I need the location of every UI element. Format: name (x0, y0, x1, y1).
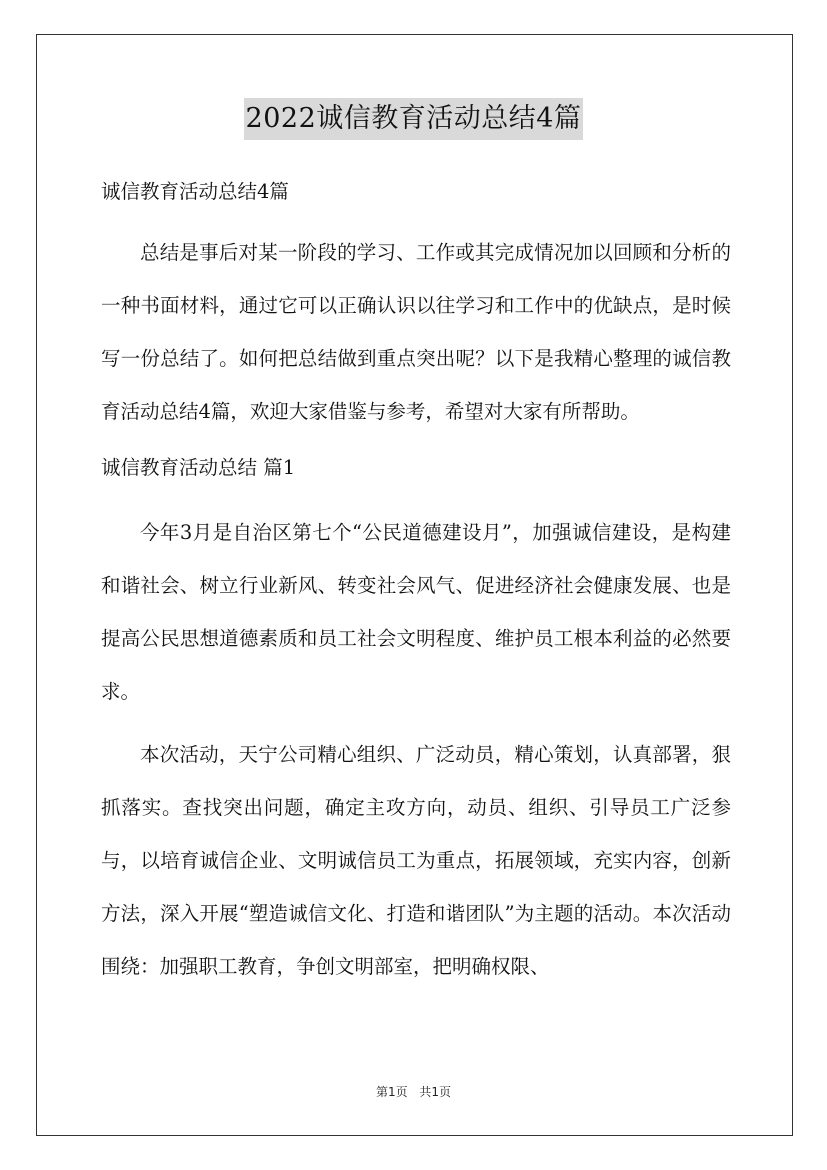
section-heading: 诚信教育活动总结 篇1 (101, 456, 296, 479)
intro-paragraph: 总结是事后对某一阶段的学习、工作或其完成情况加以回顾和分析的一种书面材料，通过它可以正确认识以往学习和工作中的优缺点，是时候写一份总结了。如何把总结做到重点突出呢？以下是我精心整理的诚信教育活动总结4篇，欢迎大家借鉴与参考，希望对大家有所帮助。 (101, 241, 731, 423)
section-paragraph-2: 本次活动，天宁公司精心组织、广泛动员，精心策划，认真部署，狠抓落实。查找突出问题，确定主攻方向，动员、组织、引导员工广泛参与，以培育诚信企业、文明诚信员工为重点，拓展领域，充实内容，创新方法，深入开展“塑造诚信文化、打造和谐团队”为主题的活动。本次活动围绕：加强职工教育，争创文明部室，把明确权限、 (101, 743, 731, 978)
document-subtitle: 诚信教育活动总结4篇 (101, 180, 289, 203)
document-body (101, 172, 731, 993)
section-paragraph-1: 今年3月是自治区第七个“公民道德建设月”，加强诚信建设，是构建和谐社会、树立行业新风、转变社会风气、促进经济社会健康发展、也是提高公民思想道德素质和员工社会文明程度、维护员工根本利益的必然要求。 (101, 521, 731, 703)
document-title: 2022诚信教育活动总结4篇 (244, 98, 584, 140)
page-footer (0, 1083, 827, 1100)
page-total: 共1页 (419, 1085, 452, 1099)
paragraph-spacer (101, 718, 731, 728)
title-container (0, 98, 827, 140)
page-number: 第1页 (375, 1085, 408, 1099)
